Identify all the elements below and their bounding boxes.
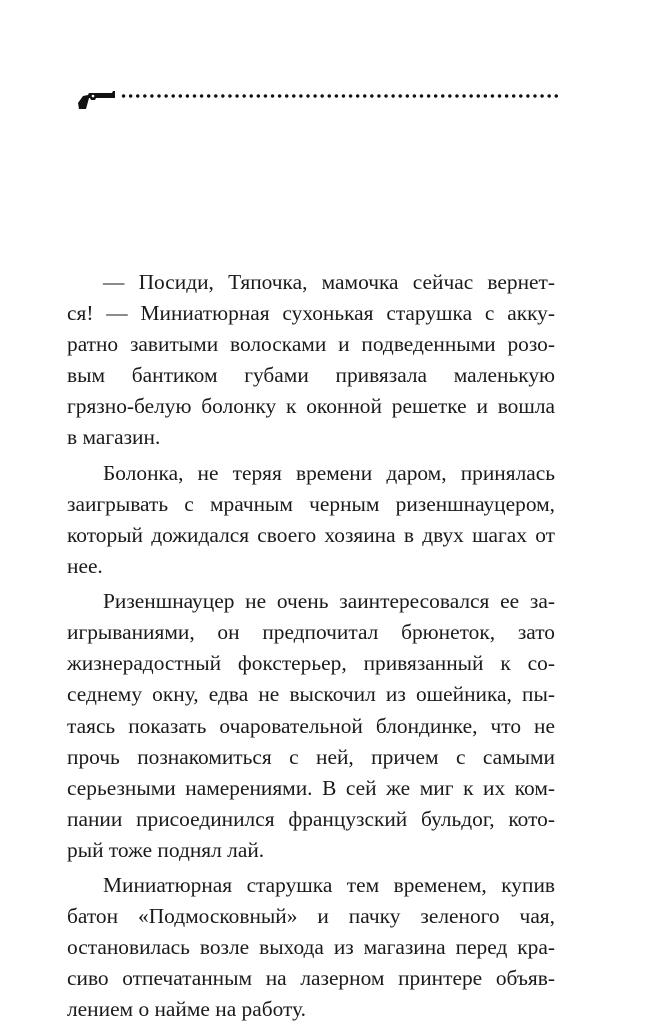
dotted-rule	[120, 94, 560, 98]
text-line: который дожидался своего хозяина в двух шагах от	[67, 522, 555, 547]
paragraph	[67, 586, 555, 866]
text-line: лением о найме на работу.	[67, 997, 306, 1022]
text-line: пании присоединился французский бульдог, кото-	[67, 806, 555, 831]
text-line: нее.	[67, 553, 103, 578]
text-line: батон «Подмосковный» и пачку зеленого чая,	[67, 904, 555, 929]
text-line: грязно-белую болонку к оконной решетке и вошла	[67, 394, 555, 419]
text-line: седнему окну, едва не выскочил из ошейника, пы-	[67, 682, 555, 707]
text-line: жизнерадостный фокстерьер, привязанный к со-	[67, 651, 555, 676]
paragraph	[67, 458, 555, 582]
text-line: Миниатюрная старушка тем временем, купив	[103, 873, 555, 898]
chapter-ornament	[76, 86, 560, 112]
text-line: прочь познакомиться с ней, причем с самыми	[67, 744, 555, 769]
text-line: таясь показать очаровательной блондинке, что не	[67, 713, 555, 738]
text-line: — Посиди, Тяпочка, мамочка сейчас вернет-	[103, 270, 555, 294]
text-line: рый тоже поднял лай.	[67, 837, 265, 862]
text-line: заигрывать с мрачным черным ризеншнауцером,	[67, 491, 555, 516]
text-line: ся! — Миниатюрная сухонькая старушка с акку-	[67, 301, 555, 326]
text-line: Болонка, не теряя времени даром, принялась	[103, 460, 555, 485]
text-line: сиво отпечатанным на лазерном принтере объяв-	[67, 966, 555, 991]
paragraph	[67, 267, 555, 454]
text-line: ратно завитыми волосками и подведенными розо-	[67, 332, 555, 357]
revolver-icon	[76, 86, 116, 112]
text-line: Ризеншнауцер не очень заинтересовался ее за-	[103, 589, 555, 614]
text-line: игрываниями, он предпочитал брюнеток, зато	[67, 620, 555, 645]
text-line: вым бантиком губами привязала маленькую	[67, 363, 555, 388]
paragraph	[67, 870, 555, 1025]
text-line: остановилась возле выхода из магазина перед кра-	[67, 935, 555, 960]
text-line: в магазин.	[67, 425, 161, 450]
text-body	[67, 267, 555, 1026]
text-line: серьезными намерениями. В сей же миг к их ком-	[67, 775, 555, 800]
